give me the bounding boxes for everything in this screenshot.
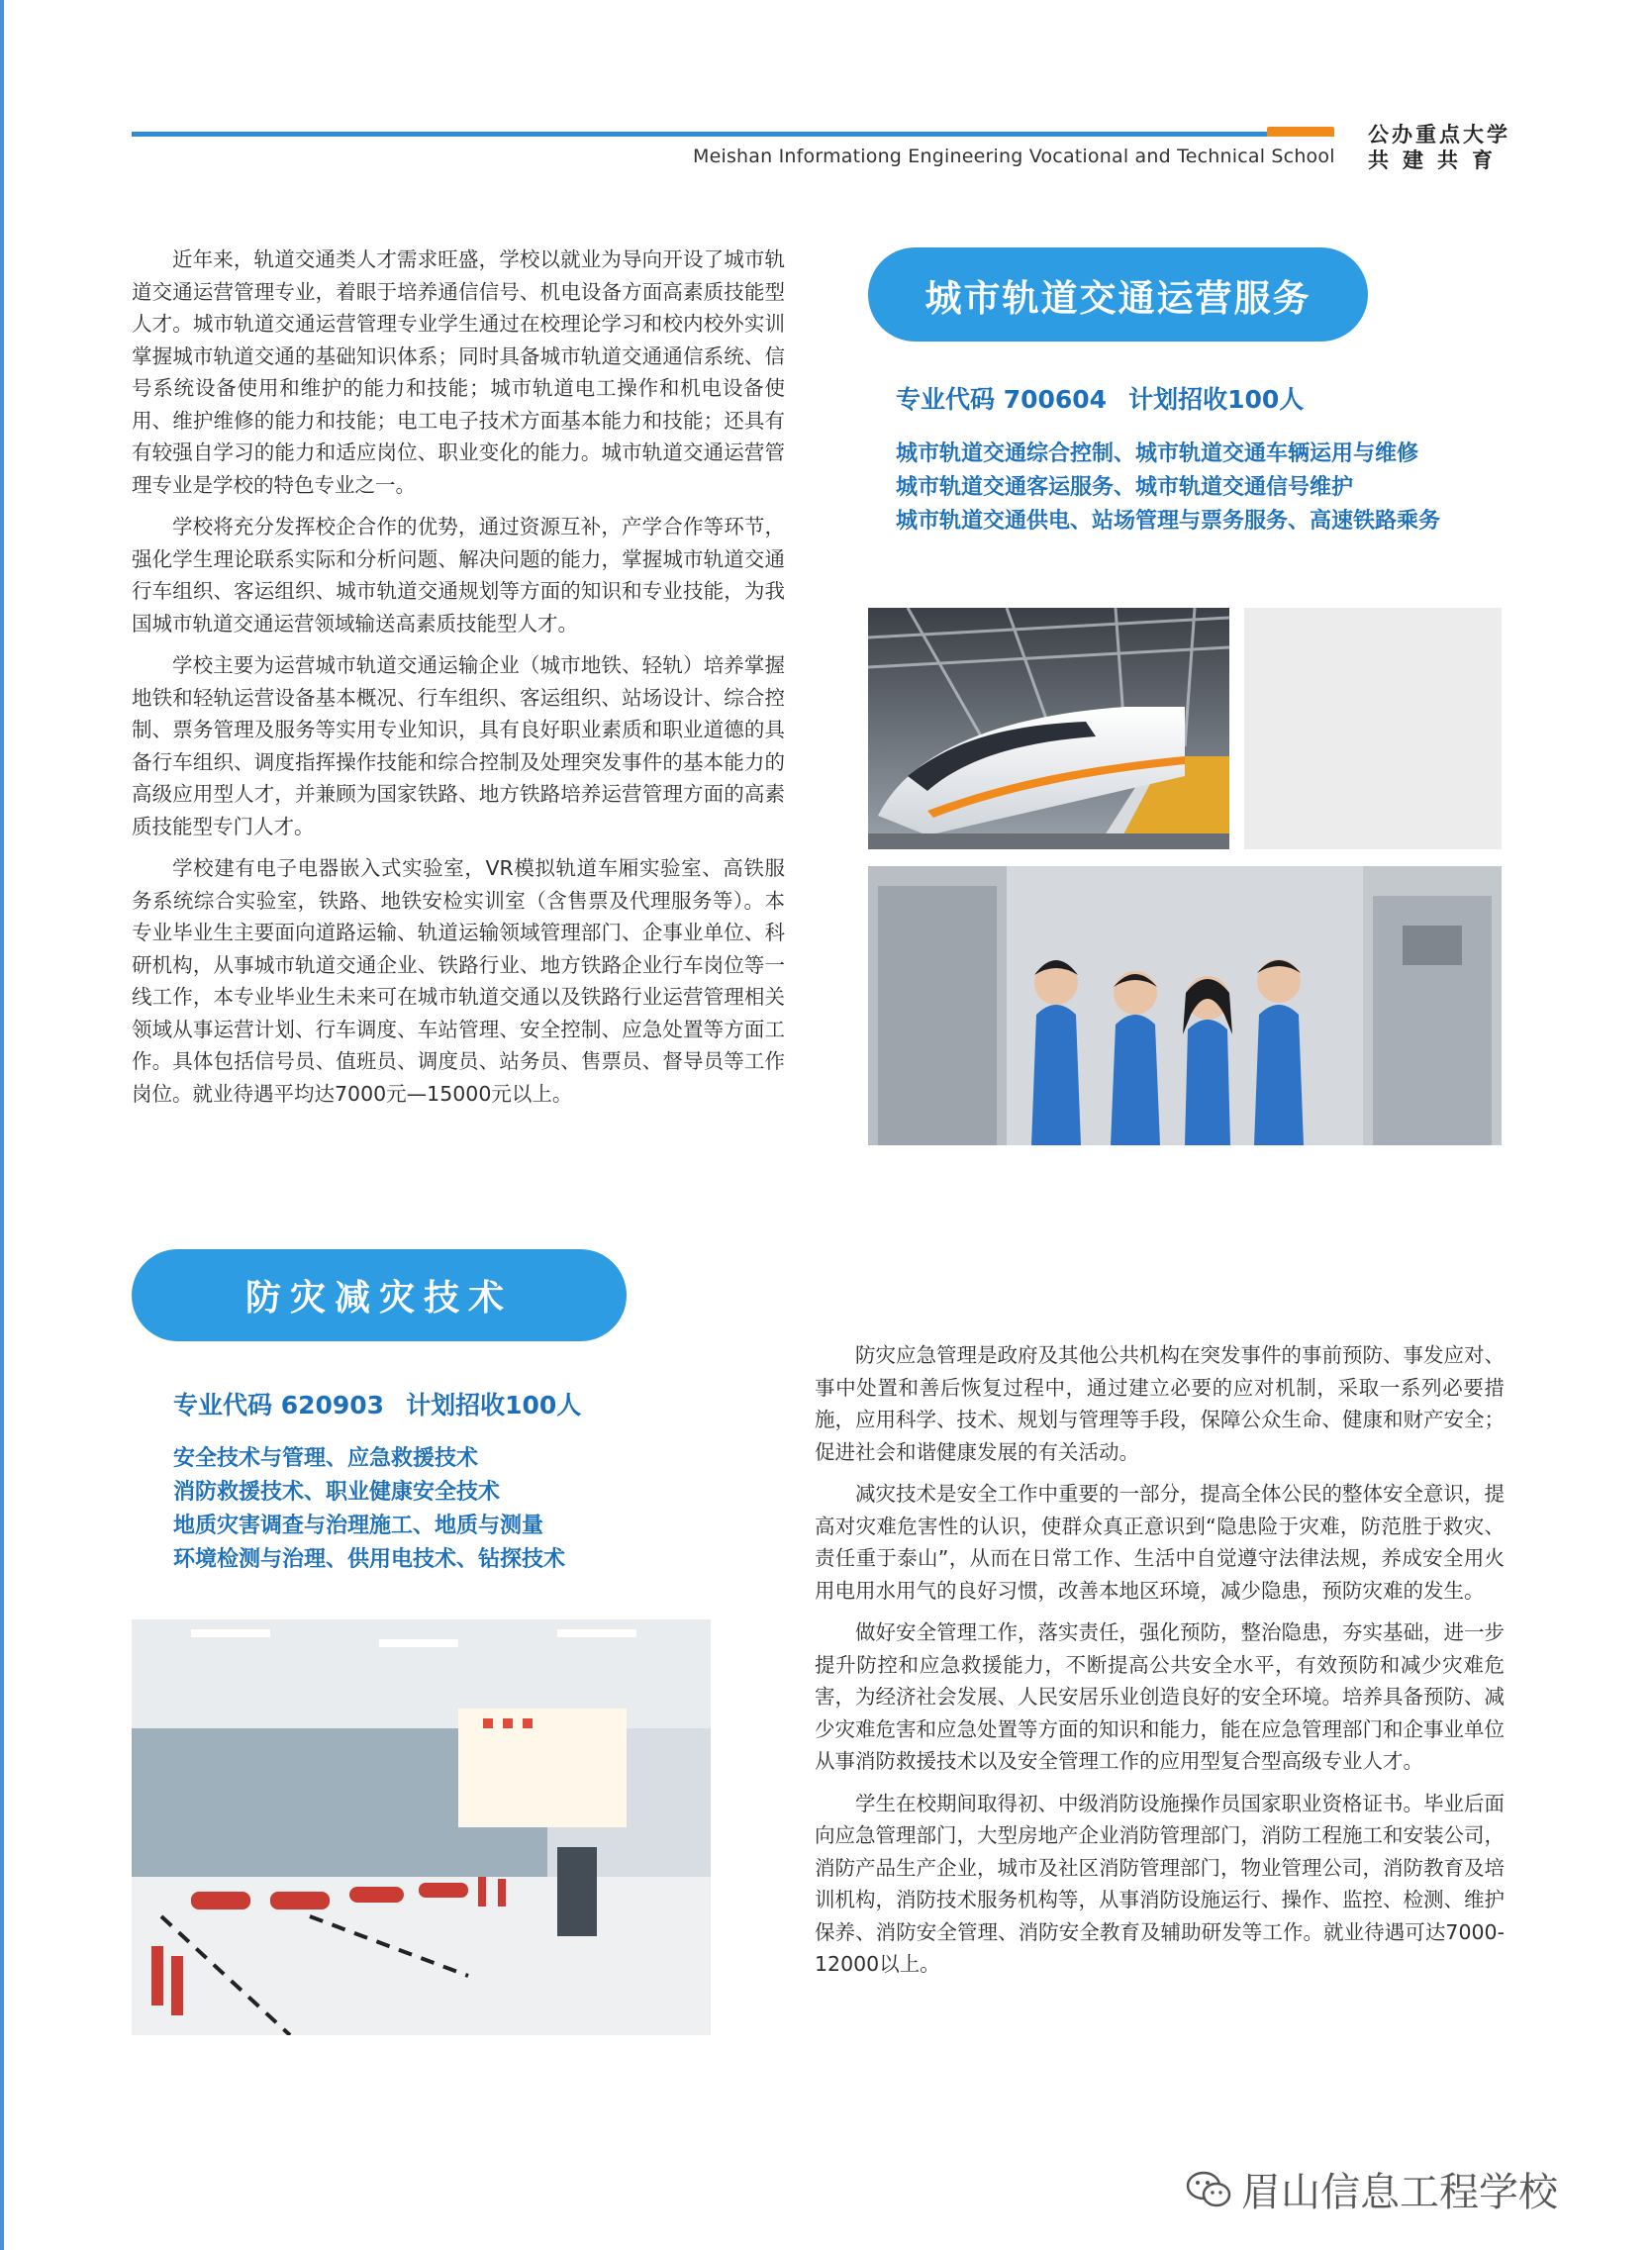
emergency-training-room-photo	[132, 1619, 711, 2035]
wechat-icon	[1186, 2170, 1231, 2209]
rail-section-title: 城市轨道交通运营服务	[868, 247, 1368, 342]
page-edge-bar	[0, 0, 4, 2250]
disaster-description	[815, 1339, 1505, 1991]
header-school-name: Meishan Informationg Engineering Vocational and Technical School	[693, 146, 1335, 167]
disaster-paragraph: 做好安全管理工作，落实责任，强化预防，整治隐患，夯实基础，进一步提升防控和应急救援能力，不断提高公共安全水平，有效预防和减少灾难危害，为经济社会发展、人民安居乐业创造良好的安全环境。培养具备预防、减少灾难危害和应急处置等方面的知识和能力，能在应急管理部门和企事业单位从事消防救援技术以及安全管理工作的应用型复合型高级专业人才。	[815, 1620, 1505, 1773]
disaster-direction-item: 地质灾害调查与治理施工、地质与测量	[173, 1514, 544, 1538]
rail-description	[132, 244, 785, 1120]
rail-paragraph: 学校主要为运营城市轨道交通运输企业（城市地铁、轻轨）培养掌握地铁和轻轨运营设备基本概况、行车组织、客运组织、站场设计、综合控制、票务管理及服务等实用专业知识，具有良好职业素质和职业道德的具备行车组织、调度指挥操作技能和综合控制及处理突发事件的基本能力的高级应用型人才，并兼顾为国家铁路、地方铁路培养运营管理方面的高素质技能型专门人才。	[132, 653, 785, 838]
header-tag-co-build: 共建共育	[1368, 148, 1506, 172]
disaster-enrollment: 计划招收100人	[406, 1391, 582, 1419]
header-rule	[132, 132, 1334, 137]
disaster-direction-item: 环境检测与治理、供用电技术、钻探技术	[173, 1547, 566, 1572]
rail-major-code: 专业代码 700604	[896, 385, 1108, 414]
header-accent-mark	[1267, 127, 1334, 137]
rail-direction-item: 城市轨道交通综合控制、城市轨道交通车辆运用与维修	[896, 441, 1419, 466]
disaster-direction-item: 安全技术与管理、应急救援技术	[173, 1446, 479, 1471]
disaster-direction-item: 消防救援技术、职业健康安全技术	[173, 1480, 501, 1505]
header-tag-public-university: 公办重点大学	[1368, 123, 1510, 147]
rail-paragraph: 学校将充分发挥校企合作的优势，通过资源互补，产学合作等环节，强化学生理论联系实际和分析问题、解决问题的能力，掌握城市轨道交通行车组织、客运组织、城市轨道交通规划等方面的知识和专业技能，为我国城市轨道交通运营领域输送高素质技能型人才。	[132, 515, 785, 636]
rail-code-line	[896, 380, 1304, 416]
students-uniform-photo	[868, 866, 1502, 1145]
disaster-section-title: 防灾减灾技术	[132, 1249, 627, 1341]
disaster-paragraph: 学生在校期间取得初、中级消防设施操作员国家职业资格证书。毕业后面向应急管理部门，大型房地产企业消防管理部门，消防工程施工和安装公司，消防产品生产企业，城市及社区消防管理部门，物业管理公司，消防教育及培训机构，消防技术服务机构等，从事消防设施运行、操作、监控、检测、维护保养、消防安全管理、消防安全教育及辅助研发等工作。就业待遇可达7000-12000以上。	[815, 1791, 1505, 1976]
disaster-paragraph: 防灾应急管理是政府及其他公共机构在突发事件的事前预防、事发应对、事中处置和善后恢复过程中，通过建立必要的应对机制，采取一系列必要措施，应用科学、技术、规划与管理等手段，保障公众生命、健康和财产安全；促进社会和谐健康发展的有关活动。	[815, 1343, 1505, 1464]
disaster-code-line	[173, 1386, 581, 1421]
rail-direction-item: 城市轨道交通供电、站场管理与票务服务、高速铁路乘务	[896, 509, 1441, 534]
disaster-paragraph: 减灾技术是安全工作中重要的一部分，提高全体公民的整体安全意识，提高对灾难危害性的认识，使群众真正意识到“隐患险于灾难，防范胜于救灾、责任重于泰山”，从而在日常工作、生活中自觉遵守法律法规，养成安全用火用电用水用气的良好习惯，改善本地区环境，减少隐患，预防灾难的发生。	[815, 1482, 1505, 1603]
high-speed-train-photo	[868, 608, 1229, 849]
disaster-directions	[173, 1442, 565, 1577]
rail-paragraph: 近年来，轨道交通类人才需求旺盛，学校以就业为导向开设了城市轨道交通运营管理专业，着眼于培养通信信号、机电设备方面高素质技能型人才。城市轨道交通运营管理专业学生通过在校理论学习和校内校外实训掌握城市轨道交通的基础知识体系；同时具备城市轨道交通通信系统、信号系统设备使用和维护的能力和技能；城市轨道电工操作和机电设备使用、维护维修的能力和技能；电工电子技术方面基本能力和技能；还具有有较强自学习的能力和适应岗位、职业变化的能力。城市轨道交通运营管理专业是学校的特色专业之一。	[132, 247, 785, 497]
blank-photo-placeholder	[1244, 608, 1502, 849]
rail-enrollment: 计划招收100人	[1128, 385, 1305, 414]
footer-brand-name: 眉山信息工程学校	[1241, 2170, 1558, 2215]
rail-directions	[896, 438, 1440, 538]
disaster-major-code: 专业代码 620903	[173, 1391, 385, 1419]
rail-direction-item: 城市轨道交通客运服务、城市轨道交通信号维护	[896, 475, 1354, 500]
rail-paragraph: 学校建有电子电器嵌入式实验室，VR模拟轨道车厢实验室、高铁服务系统综合实验室，铁路、地铁安检实训室（含售票及代理服务等）。本专业毕业生主要面向道路运输、轨道运输领域管理部门、企事业单位、科研机构，从事城市轨道交通企业、铁路行业、地方铁路企业行车岗位等一线工作，本专业毕业生未来可在城市轨道交通以及铁路行业运营管理相关领域从事运营计划、行车调度、车站管理、安全控制、应急处置等方面工作。具体包括信号员、值班员、调度员、站务员、售票员、督导员等工作岗位。就业待遇平均达7000元—15000元以上。	[132, 856, 785, 1106]
footer-brand	[1186, 2161, 1558, 2217]
